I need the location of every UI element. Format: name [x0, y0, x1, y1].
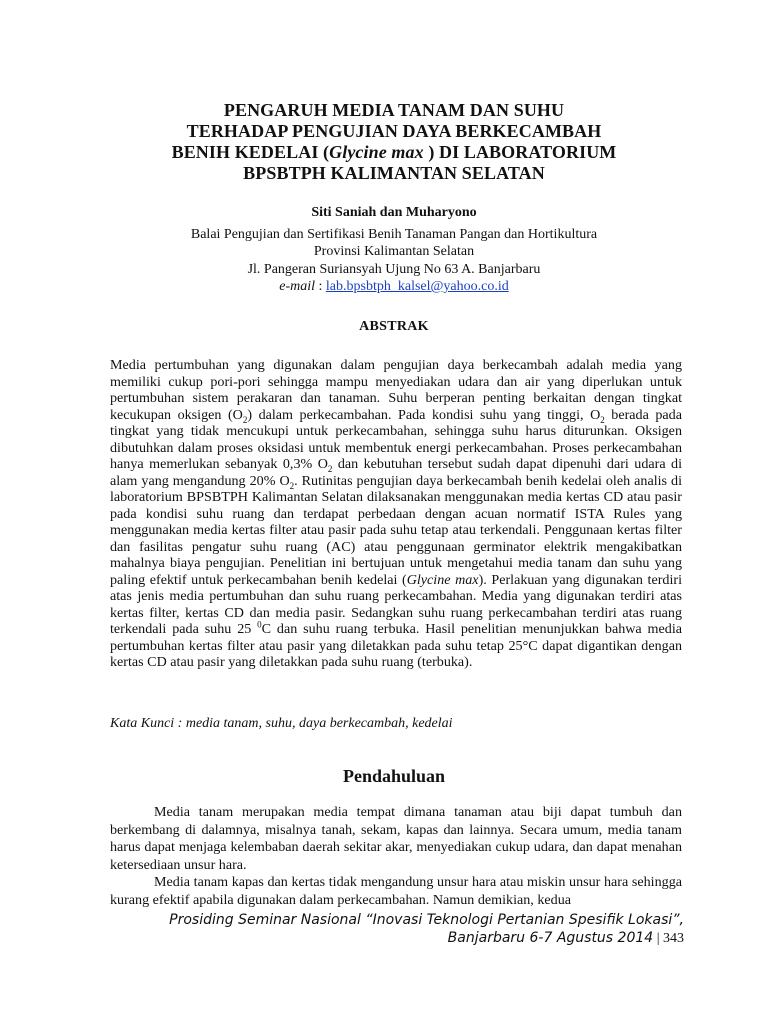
affiliation [110, 226, 678, 295]
title-line-1: PENGARUH MEDIA TANAM DAN SUHU [223, 100, 565, 120]
abstract-part-5: . Rutinitas pengujian daya berkecambah benih kedelai oleh analis di laboratorium BPSBTPH Kalimantan Selatan dilaksanakan menggunakan media kertas CD atau pasir pada kondisi suhu ruang dan terdapat perbedaan dengan acuan normatif ISTA Rules yang menggunakan media kertas filter atau pasir pada suhu tetap atau terkendali. Penggunaan kertas filter dan fasilitas pengatur suhu ruang (AC) atau penggunaan germinator elektrik mengakibatkan mahalnya biaya pengujian. Penelitian ini bertujuan untuk mengetahui media tanam dan suhu yang paling efektif untuk perkecambahan benih kedelai ( [110, 472, 682, 588]
footer-location-line [150, 929, 684, 948]
page-footer [150, 911, 684, 948]
title-species: Glycine max [329, 142, 424, 162]
abstract-part-4: dan kebutuhan tersebut sudah dapat dipenuhi dari udara di alam yang mengandung 20% O [110, 456, 682, 489]
intro-paragraph-2: Media tanam kapas dan kertas tidak mengandung unsur hara atau miskin unsur hara sehingga kurang efektif apabila digunakan dalam perkecambahan. Namun demikian, kedua [110, 874, 682, 908]
intro-paragraph-1: Media tanam merupakan media tempat dimana tanaman atau biji dapat tumbuh dan berkembang di dalamnya, misalnya tanah, sekam, kapas dan lainnya. Secara umum, media tanam harus dapat menjaga kelembaban daerah sekitar akar, menyediakan cukup udara, dan dapat menahan ketersediaan unsur hara. [110, 804, 682, 873]
email-label: e-mail [279, 278, 316, 294]
email-link[interactable]: lab.bpsbtph_kalsel@yahoo.co.id [325, 278, 509, 294]
abstract-part-7: C dan suhu ruang terbuka. Hasil penelitian menunjukkan bahwa media pertumbuhan kertas filter atau pasir yang diletakkan pada suhu tetap 25°C dapat digantikan dengan kertas CD atau pasir yang diletakkan pada suhu ruang (terbuka). [110, 621, 682, 670]
email-line [110, 278, 678, 295]
footer-location: Banjarbaru 6-7 Agustus 2014 [447, 930, 654, 946]
abstract-part-6: ). Perlakuan yang digunakan terdiri atas jenis media pertumbuhan dan suhu ruang perkecambahan. Media yang digunakan terdiri atas kertas filter, kertas CD dan media pasir. Sedangkan suhu ruang perkecambahan terdiri atas ruang terkendali pada suhu 25 [110, 571, 682, 637]
abstract-part-1: Media pertumbuhan yang digunakan dalam pengujian daya berkecambah adalah media yang memiliki cukup pori-pori sehingga mampu menyediakan udara dan air yang diperlukan untuk pertumbuhan sistem perakaran dan tanaman. Suhu berperan penting berkaitan dengan tingkat kecukupan oksigen (O [110, 357, 682, 423]
superscript-degree: 0 [257, 619, 262, 630]
subscript-1: 2 [242, 414, 248, 425]
introduction-body [110, 804, 682, 910]
subscript-3: 2 [327, 463, 333, 474]
title-line-4: BPSBTPH KALIMANTAN SELATAN [243, 163, 545, 183]
affiliation-line-3: Jl. Pangeran Suriansyah Ujung No 63 A. Banjarbaru [247, 261, 541, 277]
abstract-part-2: ) dalam perkecambahan. Pada kondisi suhu yang tinggi, O [247, 406, 601, 423]
abstract-text [110, 357, 682, 671]
affiliation-line-1: Balai Pengujian dan Sertifikasi Benih Tanaman Pangan dan Hortikultura [190, 227, 598, 242]
abstract-part-3: berada pada tingkat yang tidak mencukupi untuk perkecambahan, sehingga suhu harus diturunkan. Oksigen dibutuhkan dalam proses oksidasi untuk membentuk energi perkecambahan. Proses perkecambahan hanya memerlukan sebanyak 0,3% O [110, 406, 682, 472]
title-line-3-pre: BENIH KEDELAI ( [171, 142, 330, 162]
abstract-heading: ABSTRAK [359, 319, 429, 334]
authors: Siti Saniah dan Muharyono [311, 205, 477, 220]
title-line-3 [110, 142, 678, 163]
title-line-2: TERHADAP PENGUJIAN DAYA BERKECAMBAH [186, 121, 602, 141]
abstract-species: Glycine max [406, 571, 479, 588]
page-number: | 343 [653, 931, 684, 946]
paper-title [110, 100, 678, 184]
footer-proceedings: Prosiding Seminar Nasional “Inovasi Teknologi Pertanian Spesifik Lokasi”, [169, 912, 684, 928]
title-line-3-post: ) DI LABORATORIUM [423, 142, 617, 162]
keywords: Kata Kunci : media tanam, suhu, daya berkecambah, kedelai [110, 716, 453, 731]
subscript-2: 2 [600, 414, 605, 425]
subscript-4: 2 [289, 480, 295, 491]
section-heading-pendahuluan: Pendahuluan [342, 766, 446, 786]
email-separator: : [315, 278, 326, 294]
affiliation-line-2: Provinsi Kalimantan Selatan [313, 244, 475, 260]
